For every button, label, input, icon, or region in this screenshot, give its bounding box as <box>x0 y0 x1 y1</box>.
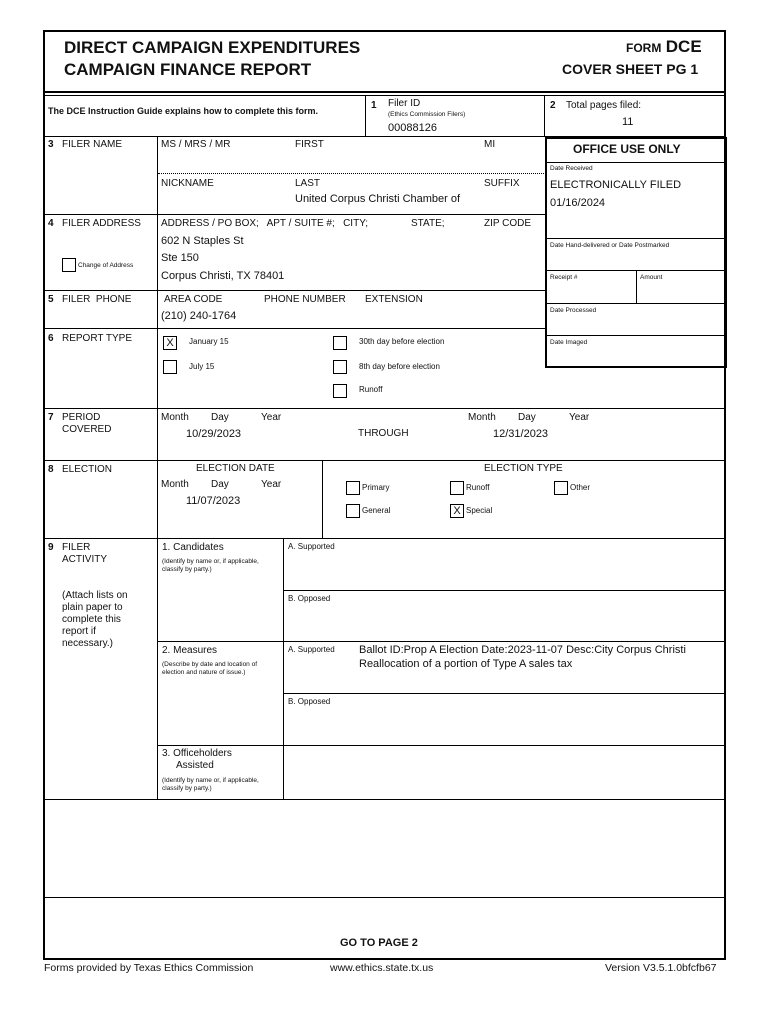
hand-delivered-label: Date Hand-delivered or Date Postmarked <box>550 242 670 249</box>
row-line <box>43 460 726 461</box>
measure-description-line2[interactable]: Reallocation of a portion of Type A sales tax <box>359 658 573 670</box>
divider <box>636 270 637 304</box>
30th-day-checkbox[interactable] <box>333 336 347 350</box>
divider <box>546 335 726 336</box>
period-to-day-label: Day <box>518 412 536 423</box>
january-15-checkbox[interactable]: X <box>163 336 177 350</box>
primary-checkbox[interactable] <box>346 481 360 495</box>
date-received-label: Date Received <box>550 165 593 172</box>
row-line <box>43 897 726 898</box>
measures-supported-label: A. Supported <box>288 645 335 654</box>
total-pages-label: Total pages filed: <box>566 100 642 111</box>
header-divider-2 <box>43 95 726 96</box>
mi-label: MI <box>484 139 496 150</box>
candidates-label: 1. Candidates <box>162 542 224 553</box>
total-pages-num: 2 <box>550 100 556 111</box>
election-month-label: Month <box>161 479 189 490</box>
row-line <box>157 745 726 746</box>
row-line <box>283 693 726 694</box>
provided-by-text: Forms provided by Texas Ethics Commission <box>44 962 254 974</box>
period-to-value[interactable]: 12/31/2023 <box>493 428 549 440</box>
office-use-title: OFFICE USE ONLY <box>573 142 681 156</box>
suffix-label: SUFFIX <box>484 178 520 189</box>
divider <box>546 303 726 304</box>
period-month-label: Month <box>161 412 189 423</box>
candidates-supported-label: A. Supported <box>288 542 335 551</box>
period-day-label: Day <box>211 412 229 423</box>
date-processed-label: Date Processed <box>550 307 597 314</box>
state-label: STATE; <box>411 218 445 229</box>
address-headers: ADDRESS / PO BOX; APT / SUITE #; CITY; <box>161 218 368 229</box>
period-year-label: Year <box>261 412 282 423</box>
through-label: THROUGH <box>358 428 409 439</box>
name-divider <box>158 173 544 174</box>
phone-value[interactable]: (210) 240-1764 <box>161 310 237 322</box>
january-15-label: January 15 <box>189 337 229 346</box>
row-line <box>283 590 726 591</box>
measures-opposed-label: B. Opposed <box>288 697 331 706</box>
version-text: Version V3.5.1.0bfcfb67 <box>605 962 717 974</box>
runoff-election-label: Runoff <box>466 483 490 492</box>
change-of-address-checkbox[interactable] <box>62 258 76 272</box>
filer-address-label: FILER ADDRESS <box>62 218 141 229</box>
row-line <box>43 290 545 291</box>
divider <box>283 539 284 800</box>
officeholders-note: (Identify by name or, if applicable, classify by party.) <box>162 777 259 792</box>
row-line <box>43 538 726 539</box>
amount-label: Amount <box>640 274 663 281</box>
row-line <box>157 641 726 642</box>
area-code-label: AREA CODE <box>164 294 223 305</box>
election-date-label: ELECTION DATE <box>196 463 275 474</box>
zip-label: ZIP CODE <box>484 218 532 229</box>
filer-phone-num: 5 <box>48 294 54 305</box>
row-line <box>43 214 545 215</box>
first-name-label: FIRST <box>295 139 324 150</box>
extension-label: EXTENSION <box>365 294 423 305</box>
row-line <box>43 408 726 409</box>
filer-name-label: FILER NAME <box>62 139 123 150</box>
election-year-label: Year <box>261 479 282 490</box>
go-to-page-2: GO TO PAGE 2 <box>340 937 418 949</box>
general-label: General <box>362 506 391 515</box>
divider <box>546 162 726 163</box>
change-of-address-label: Change of Address <box>78 262 134 269</box>
filer-id-sublabel: (Ethics Commission Filers) <box>388 111 466 118</box>
measures-label: 2. Measures <box>162 645 218 656</box>
report-type-label: REPORT TYPE <box>62 333 133 344</box>
july-15-checkbox[interactable] <box>163 360 177 374</box>
filer-name-num: 3 <box>48 139 54 150</box>
july-15-label: July 15 <box>189 362 215 371</box>
election-type-label: ELECTION TYPE <box>484 463 563 474</box>
general-checkbox[interactable] <box>346 504 360 518</box>
other-label: Other <box>570 483 591 492</box>
period-to-year-label: Year <box>569 412 590 423</box>
phone-number-label: PHONE NUMBER <box>264 294 346 305</box>
date-imaged-label: Date Imaged <box>550 339 588 346</box>
filer-id-value[interactable]: 00088126 <box>388 122 437 134</box>
election-day-label: Day <box>211 479 229 490</box>
candidates-note: (Identify by name or, if applicable, classify by party.) <box>162 558 259 573</box>
runoff-election-checkbox[interactable] <box>450 481 464 495</box>
divider <box>544 96 545 136</box>
30th-day-label: 30th day before election <box>359 337 445 346</box>
election-date-value[interactable]: 11/07/2023 <box>186 495 241 507</box>
label-column-divider <box>157 137 158 799</box>
row-line <box>43 799 726 800</box>
period-num: 7 <box>48 412 54 423</box>
report-type-num: 6 <box>48 333 54 344</box>
other-checkbox[interactable] <box>554 481 568 495</box>
filer-id-num: 1 <box>371 100 377 111</box>
measure-description-line1[interactable]: Ballot ID:Prop A Election Date:2023-11-07 Desc:City Corpus Christi <box>359 644 686 656</box>
runoff-report-checkbox[interactable] <box>333 384 347 398</box>
divider <box>322 461 323 538</box>
header-divider <box>43 91 726 93</box>
address-line3[interactable]: Corpus Christi, TX 78401 <box>161 270 285 282</box>
filing-status: ELECTRONICALLY FILED <box>550 179 682 191</box>
special-checkbox[interactable]: X <box>450 504 464 518</box>
special-label: Special <box>466 506 493 515</box>
prefix-label: MS / MRS / MR <box>161 139 231 150</box>
candidates-opposed-label: B. Opposed <box>288 594 331 603</box>
form-title-line1: DIRECT CAMPAIGN EXPENDITURES <box>64 38 361 57</box>
period-from-value[interactable]: 10/29/2023 <box>186 428 242 440</box>
divider <box>365 96 366 136</box>
measures-note: (Describe by date and location of election and nature of issue.) <box>162 661 258 676</box>
cover-sheet-label: COVER SHEET PG 1 <box>562 61 699 77</box>
election-label: ELECTION <box>62 464 113 475</box>
assisted-label: Assisted <box>176 760 214 771</box>
filer-activity-label-2: ACTIVITY <box>62 554 108 565</box>
period-to-month-label: Month <box>468 412 496 423</box>
total-pages-value[interactable]: 11 <box>622 116 634 128</box>
form-title-line2: CAMPAIGN FINANCE REPORT <box>64 60 312 79</box>
period-label-2: COVERED <box>62 424 112 435</box>
filer-id-label: Filer ID <box>388 98 421 109</box>
website-link[interactable]: www.ethics.state.tx.us <box>330 962 434 974</box>
filer-phone-label: FILER PHONE <box>62 294 132 305</box>
nickname-label: NICKNAME <box>161 178 214 189</box>
row-line <box>43 328 545 329</box>
officeholders-label: 3. Officeholders <box>162 748 232 759</box>
receipt-label: Receipt # <box>550 274 578 281</box>
last-name-value[interactable]: United Corpus Christi Chamber of <box>295 193 461 205</box>
runoff-report-label: Runoff <box>359 385 383 394</box>
divider <box>546 238 726 239</box>
attach-note: (Attach lists on plain paper to complete this report if necessary.) <box>62 590 128 649</box>
last-name-label: LAST <box>295 178 321 189</box>
period-label-1: PERIOD <box>62 412 101 423</box>
8th-day-label: 8th day before election <box>359 362 440 371</box>
primary-label: Primary <box>362 483 390 492</box>
address-line1[interactable]: 602 N Staples St <box>161 235 244 247</box>
date-received-value: 01/16/2024 <box>550 197 606 209</box>
form-code-label: FORM DCE <box>626 37 702 56</box>
filer-activity-label-1: FILER <box>62 542 91 553</box>
filer-activity-num: 9 <box>48 542 54 553</box>
instructions-text: The DCE Instruction Guide explains how to complete this form. <box>48 106 319 116</box>
filer-address-num: 4 <box>48 218 54 229</box>
8th-day-checkbox[interactable] <box>333 360 347 374</box>
election-num: 8 <box>48 464 54 475</box>
address-line2[interactable]: Ste 150 <box>161 252 199 264</box>
